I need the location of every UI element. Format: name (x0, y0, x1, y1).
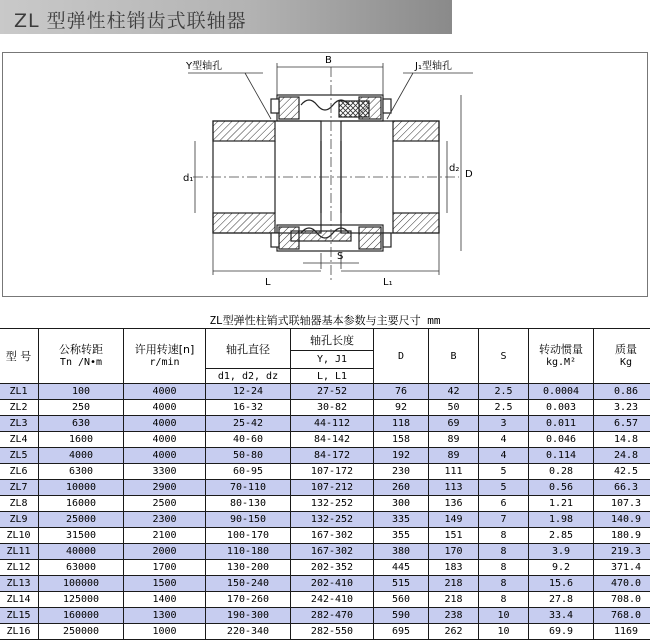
label-j1-hole: J₁型轴孔 (414, 59, 452, 72)
cell-mass: 6.57 (594, 416, 650, 432)
table-row (0, 384, 650, 400)
cell-s: 5 (479, 480, 529, 496)
cell-bore-diameter: 110-180 (206, 544, 291, 560)
cell-bore-diameter: 60-95 (206, 464, 291, 480)
cell-model: ZL6 (0, 464, 39, 480)
cell-speed: 4000 (124, 384, 206, 400)
cell-model: ZL12 (0, 560, 39, 576)
cell-speed: 4000 (124, 448, 206, 464)
cell-speed: 4000 (124, 416, 206, 432)
cell-d: 118 (374, 416, 429, 432)
cell-torque: 1600 (39, 432, 124, 448)
cell-bore-diameter: 150-240 (206, 576, 291, 592)
cell-d: 300 (374, 496, 429, 512)
cell-torque: 630 (39, 416, 124, 432)
coupling-drawing (2, 52, 648, 297)
table-row (0, 432, 650, 448)
cell-s: 4 (479, 448, 529, 464)
cell-mass: 768.0 (594, 608, 650, 624)
header-bore-diameter: 轴孔直径 (206, 329, 291, 369)
cell-mass: 3.23 (594, 400, 650, 416)
cell-model: ZL3 (0, 416, 39, 432)
table-row (0, 544, 650, 560)
cell-s: 3 (479, 416, 529, 432)
cell-speed: 3300 (124, 464, 206, 480)
cell-mass: 708.0 (594, 592, 650, 608)
bolt-bottom-left (271, 233, 279, 247)
cell-d: 230 (374, 464, 429, 480)
cell-b: 238 (429, 608, 479, 624)
cell-inertia: 0.28 (529, 464, 594, 480)
cell-mass: 371.4 (594, 560, 650, 576)
right-hub-section-top (393, 121, 439, 141)
cell-bore-diameter: 70-110 (206, 480, 291, 496)
cell-mass: 140.9 (594, 512, 650, 528)
cell-speed: 2300 (124, 512, 206, 528)
cell-bore-length: 167-302 (291, 544, 374, 560)
right-hub-section-bottom (393, 213, 439, 233)
cell-bore-length: 202-410 (291, 576, 374, 592)
cell-mass: 14.8 (594, 432, 650, 448)
cell-b: 89 (429, 432, 479, 448)
cell-mass: 66.3 (594, 480, 650, 496)
bolt-top-left (271, 99, 279, 113)
cell-speed: 1500 (124, 576, 206, 592)
bolt-bottom-right (383, 233, 391, 247)
cell-mass: 470.0 (594, 576, 650, 592)
cell-d: 380 (374, 544, 429, 560)
cell-bore-length: 44-112 (291, 416, 374, 432)
cell-s: 8 (479, 592, 529, 608)
cell-inertia: 0.56 (529, 480, 594, 496)
cell-torque: 125000 (39, 592, 124, 608)
header-speed: 许用转速[n] r/min (124, 329, 206, 384)
cell-bore-diameter: 90-150 (206, 512, 291, 528)
cell-d: 335 (374, 512, 429, 528)
cell-b: 262 (429, 624, 479, 640)
table-row (0, 560, 650, 576)
cell-speed: 2000 (124, 544, 206, 560)
cell-bore-length: 27-52 (291, 384, 374, 400)
title-banner (0, 0, 452, 34)
cell-bore-diameter: 40-60 (206, 432, 291, 448)
cell-d: 158 (374, 432, 429, 448)
cell-b: 218 (429, 576, 479, 592)
cell-speed: 4000 (124, 400, 206, 416)
cell-inertia: 9.2 (529, 560, 594, 576)
header-d: D (374, 329, 429, 384)
cell-bore-diameter: 220-340 (206, 624, 291, 640)
cell-b: 42 (429, 384, 479, 400)
header-bore-length-sub: L, L1 (291, 369, 374, 384)
cell-s: 8 (479, 560, 529, 576)
cell-s: 2.5 (479, 400, 529, 416)
cell-model: ZL8 (0, 496, 39, 512)
table-row (0, 416, 650, 432)
table-row (0, 592, 650, 608)
cell-mass: 180.9 (594, 528, 650, 544)
cell-model: ZL10 (0, 528, 39, 544)
cell-speed: 1000 (124, 624, 206, 640)
header-s: S (479, 329, 529, 384)
cell-speed: 2100 (124, 528, 206, 544)
cell-model: ZL5 (0, 448, 39, 464)
header-inertia: 转动惯量 kg.M² (529, 329, 594, 384)
cell-b: 170 (429, 544, 479, 560)
cell-bore-diameter: 190-300 (206, 608, 291, 624)
table-row (0, 496, 650, 512)
table-row (0, 608, 650, 624)
table-row (0, 576, 650, 592)
cell-model: ZL16 (0, 624, 39, 640)
cell-speed: 1700 (124, 560, 206, 576)
bolt-top-right (383, 99, 391, 113)
cell-model: ZL14 (0, 592, 39, 608)
cell-b: 111 (429, 464, 479, 480)
cell-speed: 1400 (124, 592, 206, 608)
table-row (0, 624, 650, 640)
cell-mass: 107.3 (594, 496, 650, 512)
parameter-table (0, 328, 650, 640)
cell-b: 69 (429, 416, 479, 432)
cell-model: ZL13 (0, 576, 39, 592)
cell-b: 183 (429, 560, 479, 576)
cell-speed: 1300 (124, 608, 206, 624)
cell-bore-diameter: 80-130 (206, 496, 291, 512)
cell-b: 218 (429, 592, 479, 608)
table-row (0, 480, 650, 496)
left-hub-section-top (213, 121, 275, 141)
cell-torque: 16000 (39, 496, 124, 512)
cell-inertia: 27.8 (529, 592, 594, 608)
cell-torque: 25000 (39, 512, 124, 528)
cell-s: 10 (479, 608, 529, 624)
cell-mass: 0.86 (594, 384, 650, 400)
cell-s: 6 (479, 496, 529, 512)
label-y-hole: Y型轴孔 (185, 59, 222, 72)
cell-torque: 160000 (39, 608, 124, 624)
cell-inertia: 1.98 (529, 512, 594, 528)
cell-bore-diameter: 25-42 (206, 416, 291, 432)
cell-s: 8 (479, 544, 529, 560)
header-b: B (429, 329, 479, 384)
cell-bore-diameter: 130-200 (206, 560, 291, 576)
cell-inertia: 0.011 (529, 416, 594, 432)
cell-torque: 100 (39, 384, 124, 400)
cell-d: 445 (374, 560, 429, 576)
table-row (0, 464, 650, 480)
cell-s: 8 (479, 528, 529, 544)
cell-model: ZL9 (0, 512, 39, 528)
pin-section (339, 101, 369, 117)
cell-mass: 42.5 (594, 464, 650, 480)
cell-bore-diameter: 100-170 (206, 528, 291, 544)
cell-bore-length: 202-352 (291, 560, 374, 576)
cell-torque: 100000 (39, 576, 124, 592)
cell-d: 560 (374, 592, 429, 608)
cell-inertia: 3.9 (529, 544, 594, 560)
cell-torque: 250000 (39, 624, 124, 640)
cell-model: ZL11 (0, 544, 39, 560)
cell-b: 151 (429, 528, 479, 544)
cell-bore-length: 132-252 (291, 512, 374, 528)
cell-torque: 63000 (39, 560, 124, 576)
table-row (0, 528, 650, 544)
table-row (0, 448, 650, 464)
cell-torque: 250 (39, 400, 124, 416)
dim-b-label: B (325, 55, 332, 66)
table-body (0, 384, 650, 640)
cell-inertia: 69.9 (529, 624, 594, 640)
cell-speed: 2500 (124, 496, 206, 512)
header-bore-diameter-sub: d1, d2, dz (206, 369, 291, 384)
cell-torque: 10000 (39, 480, 124, 496)
table-caption: ZL型弹性柱销式联轴器基本参数与主要尺寸 mm (0, 312, 650, 328)
cell-d: 590 (374, 608, 429, 624)
cell-bore-length: 282-470 (291, 608, 374, 624)
cell-speed: 2900 (124, 480, 206, 496)
dim-d2-label: d₂ (449, 163, 459, 174)
cell-s: 5 (479, 464, 529, 480)
dim-d-label: D (465, 169, 473, 180)
dim-s-label: S (337, 251, 343, 262)
cell-bore-length: 30-82 (291, 400, 374, 416)
header-torque: 公称转距 Tn /N•m (39, 329, 124, 384)
cell-b: 89 (429, 448, 479, 464)
cell-s: 7 (479, 512, 529, 528)
cell-b: 113 (429, 480, 479, 496)
cell-model: ZL7 (0, 480, 39, 496)
cell-speed: 4000 (124, 432, 206, 448)
cell-b: 136 (429, 496, 479, 512)
dim-l-label: L (265, 277, 271, 288)
cell-d: 92 (374, 400, 429, 416)
cell-s: 8 (479, 576, 529, 592)
cell-d: 260 (374, 480, 429, 496)
cell-bore-diameter: 16-32 (206, 400, 291, 416)
cell-torque: 4000 (39, 448, 124, 464)
table-row (0, 400, 650, 416)
cell-inertia: 0.0004 (529, 384, 594, 400)
cell-b: 149 (429, 512, 479, 528)
cell-inertia: 0.003 (529, 400, 594, 416)
cell-bore-length: 282-550 (291, 624, 374, 640)
cell-bore-length: 107-172 (291, 464, 374, 480)
cell-inertia: 15.6 (529, 576, 594, 592)
cell-model: ZL4 (0, 432, 39, 448)
cell-d: 355 (374, 528, 429, 544)
cell-inertia: 33.4 (529, 608, 594, 624)
cell-inertia: 2.85 (529, 528, 594, 544)
header-bore-length: 轴孔长度 (291, 329, 374, 351)
coupling-cross-section (3, 53, 647, 296)
cell-bore-diameter: 50-80 (206, 448, 291, 464)
cell-s: 2.5 (479, 384, 529, 400)
cell-bore-length: 167-302 (291, 528, 374, 544)
dim-d1-label: d₁ (183, 173, 193, 184)
cell-d: 192 (374, 448, 429, 464)
cell-inertia: 1.21 (529, 496, 594, 512)
cell-d: 515 (374, 576, 429, 592)
cell-bore-diameter: 170-260 (206, 592, 291, 608)
cell-mass: 24.8 (594, 448, 650, 464)
dim-l1-label: L₁ (383, 277, 393, 288)
cell-inertia: 0.046 (529, 432, 594, 448)
cell-bore-length: 107-212 (291, 480, 374, 496)
cell-model: ZL2 (0, 400, 39, 416)
cell-d: 76 (374, 384, 429, 400)
cell-bore-length: 84-142 (291, 432, 374, 448)
cell-model: ZL1 (0, 384, 39, 400)
header-mass: 质量 Kg (594, 329, 650, 384)
cell-torque: 40000 (39, 544, 124, 560)
cell-b: 50 (429, 400, 479, 416)
cell-mass: 219.3 (594, 544, 650, 560)
page-title: ZL 型弹性柱销齿式联轴器 (14, 6, 247, 33)
cell-bore-length: 242-410 (291, 592, 374, 608)
cell-model: ZL15 (0, 608, 39, 624)
cell-bore-length: 132-252 (291, 496, 374, 512)
left-hub-section-bottom (213, 213, 275, 233)
header-bore-length-type: Y, J1 (291, 351, 374, 369)
cell-mass: 1169 (594, 624, 650, 640)
cell-s: 4 (479, 432, 529, 448)
cell-torque: 31500 (39, 528, 124, 544)
cell-bore-diameter: 12-24 (206, 384, 291, 400)
cell-torque: 6300 (39, 464, 124, 480)
table-row (0, 512, 650, 528)
cell-bore-length: 84-172 (291, 448, 374, 464)
header-model: 型 号 (0, 329, 39, 384)
cell-s: 10 (479, 624, 529, 640)
cell-d: 695 (374, 624, 429, 640)
cell-inertia: 0.114 (529, 448, 594, 464)
